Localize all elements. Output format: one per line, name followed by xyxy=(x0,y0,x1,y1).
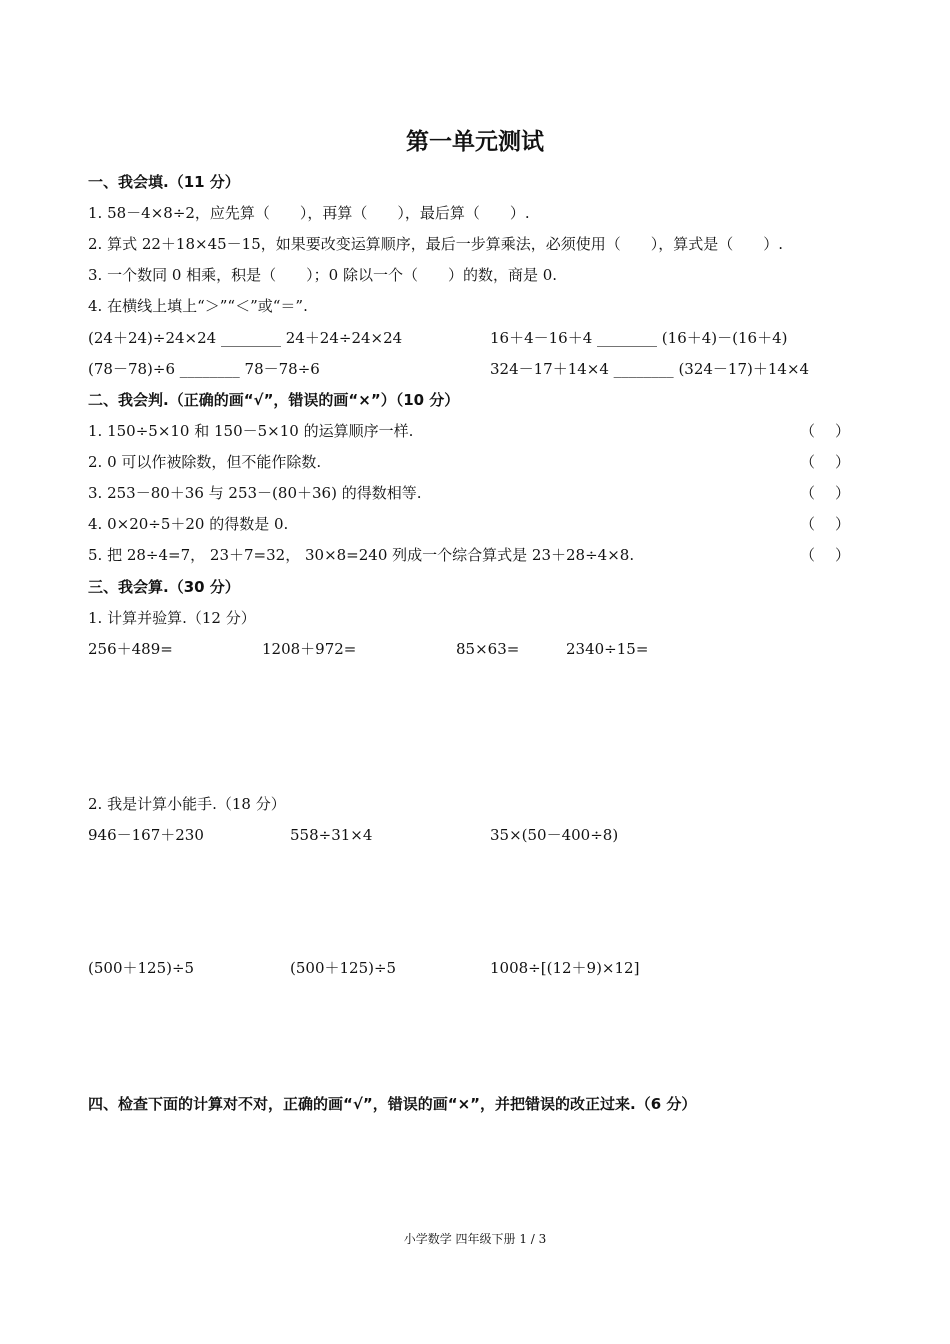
fill-q1: 1. 58－4×8÷2，应先算（ ），再算（ ），最后算（ ）. xyxy=(88,204,530,222)
compare-item: 324－17＋14×4 ________ (324－17)＋14×4 xyxy=(490,360,810,378)
calc-sub1-title: 1. 计算并验算.（12 分） xyxy=(88,609,256,627)
calc-item: 256＋489= xyxy=(88,640,173,658)
fill-q2: 2. 算式 22＋18×45－15，如果要改变运算顺序，最后一步算乘法，必须使用（ ），算式是（ ）. xyxy=(88,235,784,253)
calc-item: (500＋125)÷5 xyxy=(290,959,397,977)
judge-item: 2. 0 可以作被除数，但不能作除数. xyxy=(88,453,322,471)
calc-item: 946－167＋230 xyxy=(88,826,204,844)
answer-parens: （ ） xyxy=(800,484,850,502)
compare-item: (78－78)÷6 ________ 78－78÷6 xyxy=(88,360,320,378)
calc-sub2-title: 2. 我是计算小能手.（18 分） xyxy=(88,795,286,813)
calc-item: 1008÷[(12＋9)×12] xyxy=(490,959,640,977)
judge-item: 1. 150÷5×10 和 150－5×10 的运算顺序一样. xyxy=(88,422,414,440)
page-footer: 小学数学 四年级下册 1 / 3 xyxy=(403,1232,547,1246)
calc-item: 35×(50－400÷8) xyxy=(490,826,619,844)
judge-item: 5. 把 28÷4=7， 23＋7=32， 30×8=240 列成一个综合算式是 23＋28÷4×8. xyxy=(88,546,635,564)
page-title: 第一单元测试 xyxy=(406,129,544,155)
judge-item: 3. 253－80＋36 与 253－(80＋36) 的得数相等. xyxy=(88,484,422,502)
calc-item: (500＋125)÷5 xyxy=(88,959,195,977)
calc-item: 85×63= xyxy=(456,640,520,658)
calc-item: 1208＋972= xyxy=(262,640,357,658)
calc-item: 2340÷15= xyxy=(566,640,649,658)
section2-heading: 二、我会判.（正确的画“√”，错误的画“×”）（10 分） xyxy=(88,391,460,409)
compare-item: 16＋4－16＋4 ________ (16＋4)－(16＋4) xyxy=(490,329,788,347)
compare-item: (24＋24)÷24×24 ________ 24＋24÷24×24 xyxy=(88,329,403,347)
answer-parens: （ ） xyxy=(800,515,850,533)
answer-parens: （ ） xyxy=(800,546,850,564)
fill-q3: 3. 一个数同 0 相乘，积是（ ）；0 除以一个（ ）的数，商是 0. xyxy=(88,266,558,284)
fill-q4: 4. 在横线上填上“＞”“＜”或“＝”. xyxy=(88,297,308,315)
judge-item: 4. 0×20÷5＋20 的得数是 0. xyxy=(88,515,289,533)
answer-parens: （ ） xyxy=(800,453,850,471)
section4-heading: 四、检查下面的计算对不对，正确的画“√”，错误的画“×”，并把错误的改正过来.（6 分） xyxy=(88,1095,697,1113)
calc-item: 558÷31×4 xyxy=(290,826,373,844)
section3-heading: 三、我会算.（30 分） xyxy=(88,578,240,596)
answer-parens: （ ） xyxy=(800,422,850,440)
section1-heading: 一、我会填.（11 分） xyxy=(88,173,240,191)
